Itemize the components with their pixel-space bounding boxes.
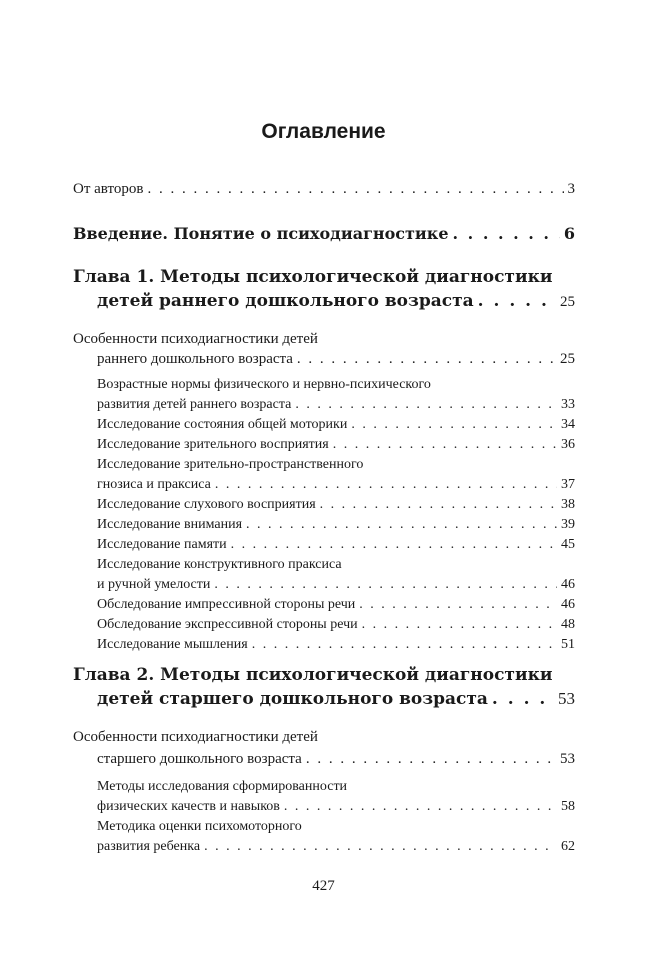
toc-entry-attention[interactable] (97, 516, 575, 533)
subsection-heading: Возрастные нормы физического и нервно-психического (97, 377, 431, 392)
toc-entry-label: детей старшего дошкольного возраста (97, 689, 488, 709)
toc-dot-leader (453, 224, 560, 244)
toc-entry-memory[interactable] (97, 536, 575, 553)
toc-entry-page: 33 (561, 397, 575, 412)
subsection-heading: Методы исследования сформированности (97, 779, 348, 794)
toc-dot-leader (351, 416, 557, 433)
toc-entry-page: 51 (561, 637, 575, 652)
toc-entry-page: 58 (561, 799, 575, 814)
toc-entry-label: раннего дошкольного возраста (97, 351, 293, 367)
toc-entry-motor[interactable] (97, 416, 575, 433)
toc-dot-leader (320, 496, 557, 513)
section-heading: Особенности психодиагностики детей (73, 729, 318, 745)
toc-entry-label: и ручной умелости (97, 577, 211, 592)
toc-entry-label: физических качеств и навыков (97, 799, 280, 814)
toc-entry-label: детей раннего дошкольного возраста (97, 291, 474, 311)
toc-entry-page: 38 (561, 497, 575, 512)
toc-entry-label: Исследование памяти (97, 537, 227, 552)
toc-entry-thinking[interactable] (97, 636, 575, 653)
toc-entry-page: 53 (558, 689, 575, 708)
toc-dot-leader (204, 838, 557, 855)
page-title: Оглавление (261, 120, 386, 143)
subsection-heading: Методика оценки психомоторного (97, 819, 302, 834)
chapter-1-heading: Глава 1. Методы психологической диагностики (73, 267, 553, 287)
toc-entry-page: 53 (560, 751, 575, 767)
toc-dot-leader (231, 536, 557, 553)
toc-dot-leader (246, 516, 557, 533)
subsection-heading: Исследование зрительно-пространственного (97, 457, 364, 472)
toc-dot-leader (359, 596, 557, 613)
toc-dot-leader (215, 476, 557, 493)
toc-entry-label: От авторов (73, 181, 144, 197)
toc-entry-visual-spatial[interactable] (97, 476, 575, 493)
toc-dot-leader (492, 688, 554, 710)
toc-dot-leader (284, 798, 557, 815)
toc-entry-page: 34 (561, 417, 575, 432)
toc-entry-constructive[interactable] (97, 576, 575, 593)
toc-entry-page: 48 (561, 617, 575, 632)
toc-entry-label: старшего дошкольного возраста (97, 751, 302, 767)
toc-dot-leader (295, 396, 557, 413)
toc-entry-label: Исследование зрительного восприятия (97, 437, 329, 452)
section-heading: Особенности психодиагностики детей (73, 331, 318, 347)
toc-entry-age-norms[interactable] (97, 396, 575, 413)
toc-entry-auditory[interactable] (97, 496, 575, 513)
toc-dot-leader (478, 290, 556, 312)
page-number: 427 (312, 878, 335, 894)
toc-entry-page: 25 (560, 294, 575, 310)
toc-dot-leader (252, 636, 557, 653)
toc-entry-label: Исследование состояния общей моторики (97, 417, 348, 432)
toc-entry-page: 3 (567, 181, 575, 197)
toc-entry-label: Исследование слухового восприятия (97, 497, 316, 512)
toc-entry-expressive-speech[interactable] (97, 616, 575, 633)
toc-entry-label: Обследование импрессивной стороны речи (97, 597, 356, 612)
toc-entry-impressive-speech[interactable] (97, 596, 575, 613)
toc-entry-label: развития ребенка (97, 839, 201, 854)
toc-dot-leader (306, 750, 556, 768)
chapter-2-heading: Глава 2. Методы психологической диагностики (73, 665, 553, 685)
toc-dot-leader (362, 616, 557, 633)
toc-entry-page: 25 (560, 351, 575, 367)
toc-entry-label: Исследование внимания (97, 517, 243, 532)
toc-entry-label: Введение. Понятие о психодиагностике (73, 224, 449, 243)
toc-entry-physical-skills[interactable] (97, 798, 575, 815)
toc-entry-label: Обследование экспрессивной стороны речи (97, 617, 358, 632)
toc-entry-senior-features[interactable] (97, 750, 575, 768)
toc-entry-label: Исследование мышления (97, 637, 248, 652)
toc-entry-page: 36 (561, 437, 575, 452)
toc-entry-authors[interactable] (73, 180, 575, 198)
toc-entry-page: 6 (563, 224, 575, 243)
toc-entry-early-features[interactable] (97, 350, 575, 368)
toc-entry-chapter-1[interactable] (97, 290, 575, 313)
toc-entry-introduction[interactable] (73, 224, 575, 244)
toc-entry-chapter-2[interactable] (97, 688, 575, 710)
toc-entry-page: 62 (561, 839, 575, 854)
toc-dot-leader (214, 576, 557, 593)
toc-entry-label: гнозиса и праксиса (97, 477, 211, 492)
toc-entry-visual[interactable] (97, 436, 575, 453)
toc-dot-leader (147, 180, 563, 198)
subsection-heading: Исследование конструктивного праксиса (97, 557, 342, 572)
toc-dot-leader (297, 350, 556, 368)
toc-entry-page: 46 (561, 597, 575, 612)
toc-entry-page: 45 (561, 537, 575, 552)
toc-entry-psychomotor[interactable] (97, 838, 575, 855)
toc-entry-page: 37 (561, 477, 575, 492)
toc-entry-page: 46 (561, 577, 575, 592)
toc-dot-leader (333, 436, 557, 453)
toc-entry-page: 39 (561, 517, 575, 532)
toc-entry-label: развития детей раннего возраста (97, 397, 292, 412)
